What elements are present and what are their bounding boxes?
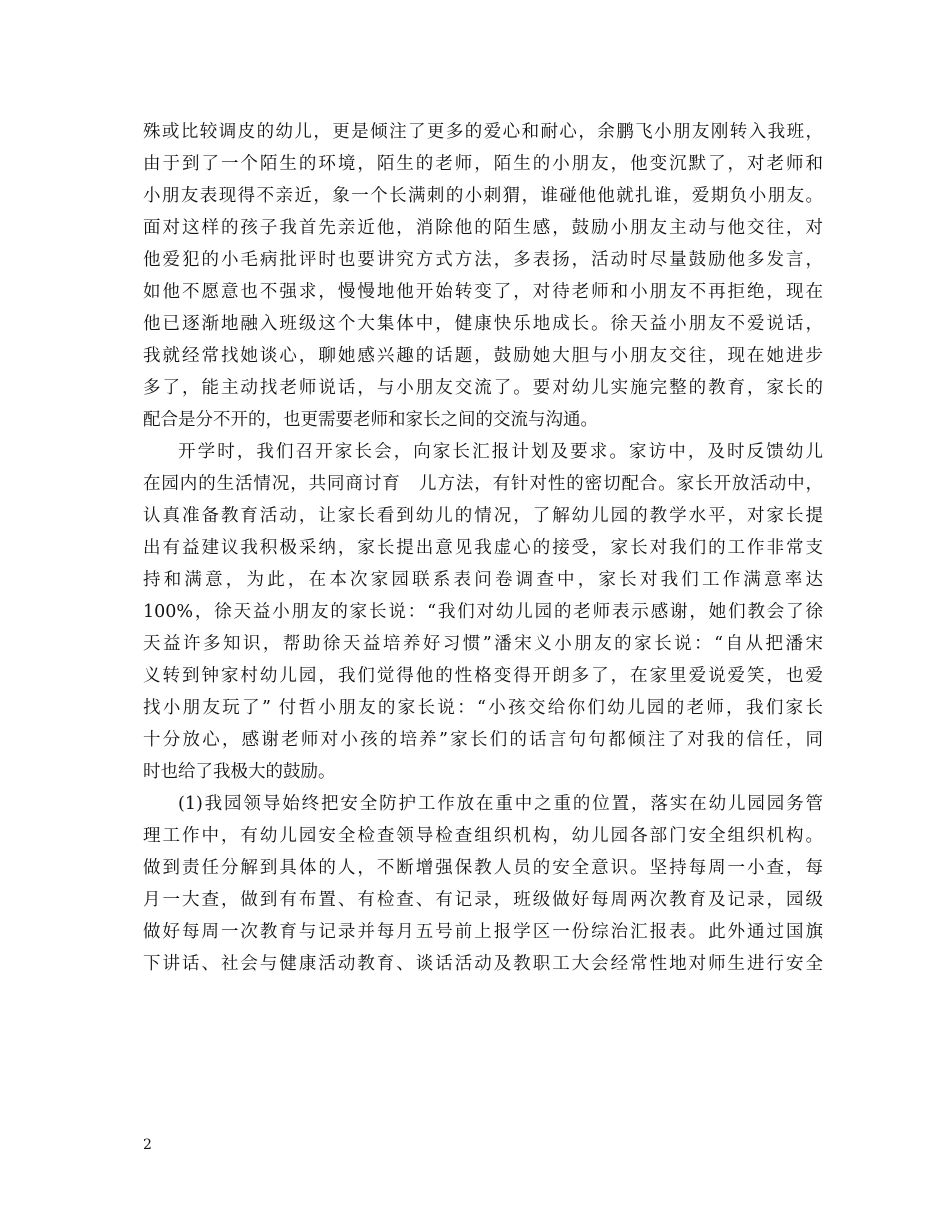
text-line: 做到责任分解到具体的人，不断增强保教人员的安全意识。坚持每周一小查，每 — [143, 858, 823, 878]
text-line: 理工作中，有幼儿园安全检查领导检查组织机构，幼儿园各部门安全组织机构。 — [143, 826, 823, 846]
text-line: 认真准备教育活动，让家长看到幼儿的情况，了解幼儿园的教学水平，对家长提 — [143, 506, 823, 526]
text-line: 100%，徐天益小朋友的家长说：“我们对幼儿园的老师表示感谢，她们教会了徐 — [143, 602, 823, 622]
text-line: 由于到了一个陌生的环境，陌生的老师，陌生的小朋友，他变沉默了，对老师和 — [143, 154, 823, 174]
text-line: 如他不愿意也不强求，慢慢地他开始转变了，对待老师和小朋友不再拒绝，现在 — [143, 282, 823, 302]
text-line: 在园内的生活情况，共同商讨育 儿方法，有针对性的密切配合。家长开放活动中， — [143, 474, 823, 494]
body-text — [143, 116, 823, 980]
text-line: 面对这样的孩子我首先亲近他，消除他的陌生感，鼓励小朋友主动与他交往，对 — [143, 218, 823, 238]
text-line: 持和满意，为此，在本次家园联系表问卷调查中，家长对我们工作满意率达 — [143, 570, 823, 590]
text-line: 殊或比较调皮的幼儿，更是倾注了更多的爱心和耐心，余鹏飞小朋友刚转入我班， — [143, 122, 823, 142]
page-number: 2 — [143, 1137, 152, 1153]
text-line: 十分放心，感谢老师对小孩的培养”家长们的话言句句都倾注了对我的信任，同 — [143, 730, 823, 750]
text-line: 月一大查，做到有布置、有检查、有记录，班级做好每周两次教育及记录，园级 — [143, 890, 823, 910]
text-line: 做好每周一次教育与记录并每月五号前上报学区一份综治汇报表。此外通过国旗 — [143, 922, 823, 942]
text-line: 开学时，我们召开家长会，向家长汇报计划及要求。家访中，及时反馈幼儿 — [178, 442, 823, 462]
text-line: 他已逐渐地融入班级这个大集体中，健康快乐地成长。徐天益小朋友不爱说话， — [143, 314, 823, 334]
text-line: 小朋友表现得不亲近，象一个长满刺的小刺猬，谁碰他他就扎谁，爱期负小朋友。 — [143, 186, 823, 206]
text-line: 多了，能主动找老师说话，与小朋友交流了。要对幼儿实施完整的教育，家长的 — [143, 378, 823, 398]
text-line: 他爱犯的小毛病批评时也要讲究方式方法，多表扬，活动时尽量鼓励他多发言， — [143, 250, 823, 270]
text-line: 时也给了我极大的鼓励。 — [143, 762, 336, 782]
text-line: 义转到钟家村幼儿园，我们觉得他的性格变得开朗多了，在家里爱说爱笑，也爱 — [143, 666, 823, 686]
text-line: 下讲话、社会与健康活动教育、谈话活动及教职工大会经常性地对师生进行安全 — [143, 954, 823, 974]
text-line: 找小朋友玩了” 付哲小朋友的家长说：“小孩交给你们幼儿园的老师，我们家长 — [143, 698, 823, 718]
text-line: 配合是分不开的，也更需要老师和家长之间的交流与沟通。 — [143, 410, 598, 430]
text-line: 天益许多知识，帮助徐天益培养好习惯”潘宋义小朋友的家长说：“自从把潘宋 — [143, 634, 823, 654]
text-line: (1)我园领导始终把安全防护工作放在重中之重的位置，落实在幼儿园园务管 — [178, 794, 823, 814]
text-line: 出有益建议我积极采纳，家长提出意见我虚心的接受，家长对我们的工作非常支 — [143, 538, 823, 558]
text-line: 我就经常找她谈心，聊她感兴趣的话题，鼓励她大胆与小朋友交往，现在她进步 — [143, 346, 823, 366]
